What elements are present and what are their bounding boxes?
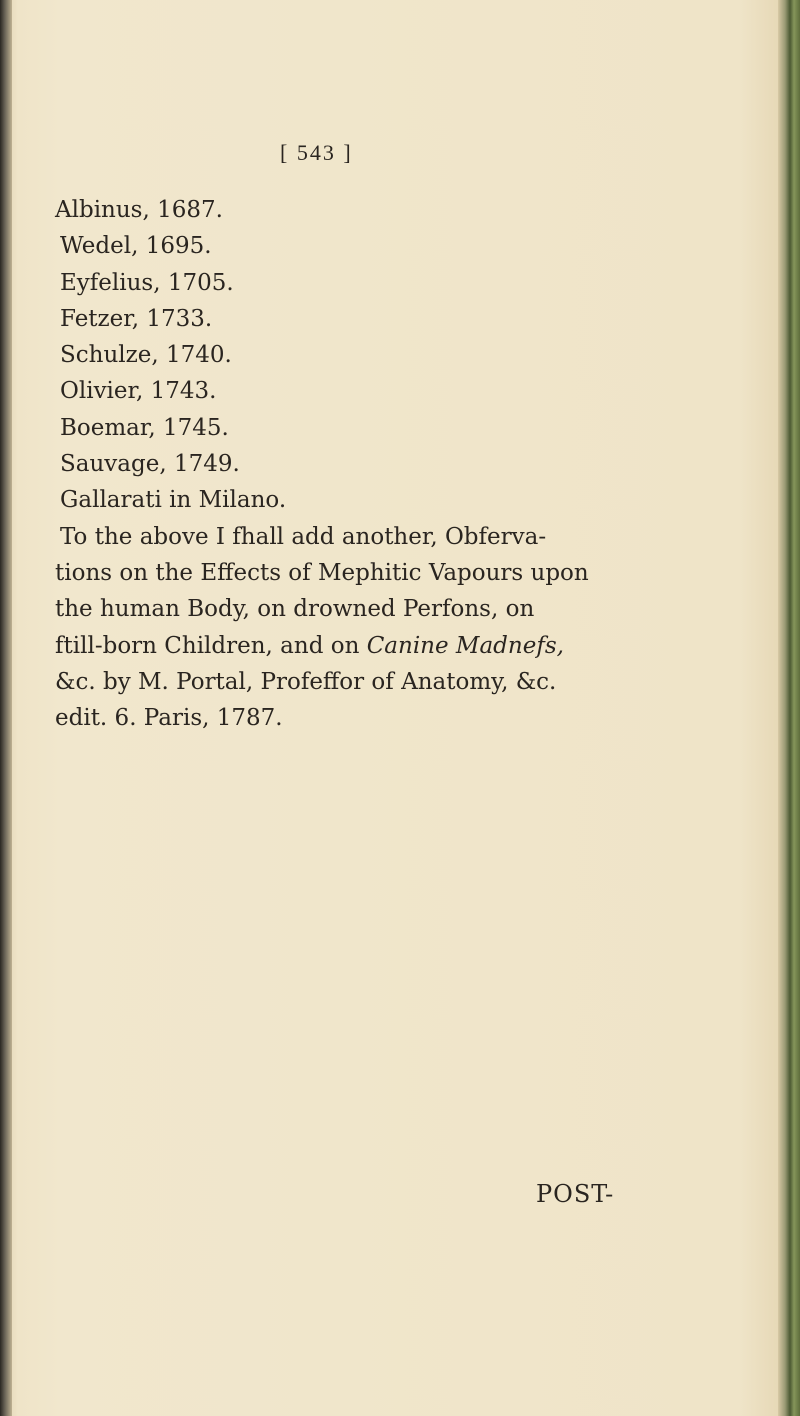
entry-wedel: Wedel, 1695. (60, 233, 212, 260)
paragraph-line: the human Body, on drowned Perfons, on (55, 596, 535, 623)
entry-sauvage: Sauvage, 1749. (60, 451, 240, 478)
entry-gallarati: Gallarati in Milano. (60, 487, 287, 514)
entry-eyfelius: Eyfelius, 1705. (60, 269, 234, 296)
entry-fetzer: Fetzer, 1733. (60, 305, 213, 332)
paragraph-line: tions on the Effects of Mephitic Vapours upon (55, 559, 589, 586)
catchword: POST- (536, 1180, 615, 1208)
paragraph-text: ftill-born Children, and on (55, 632, 367, 659)
page-edge-left (0, 0, 12, 1416)
entry-olivier: Olivier, 1743. (60, 378, 217, 405)
paragraph-line (55, 628, 735, 664)
text-block (55, 192, 735, 736)
entry-schulze: Schulze, 1740. (60, 342, 232, 369)
paragraph-line: &c. by M. Portal, Profeffor of Anatomy, &c. (55, 668, 557, 695)
entry-albinus: Albinus, 1687. (55, 197, 223, 223)
italic-title: Canine Madnefs, (366, 632, 564, 659)
entry-boemar: Boemar, 1745. (60, 414, 229, 441)
page-number: [ 543 ] (280, 140, 353, 165)
paragraph-line: To the above I fhall add another, Obferva- (60, 523, 547, 550)
book-binding-edge (778, 0, 800, 1416)
paragraph-line: edit. 6. Paris, 1787. (55, 705, 283, 732)
